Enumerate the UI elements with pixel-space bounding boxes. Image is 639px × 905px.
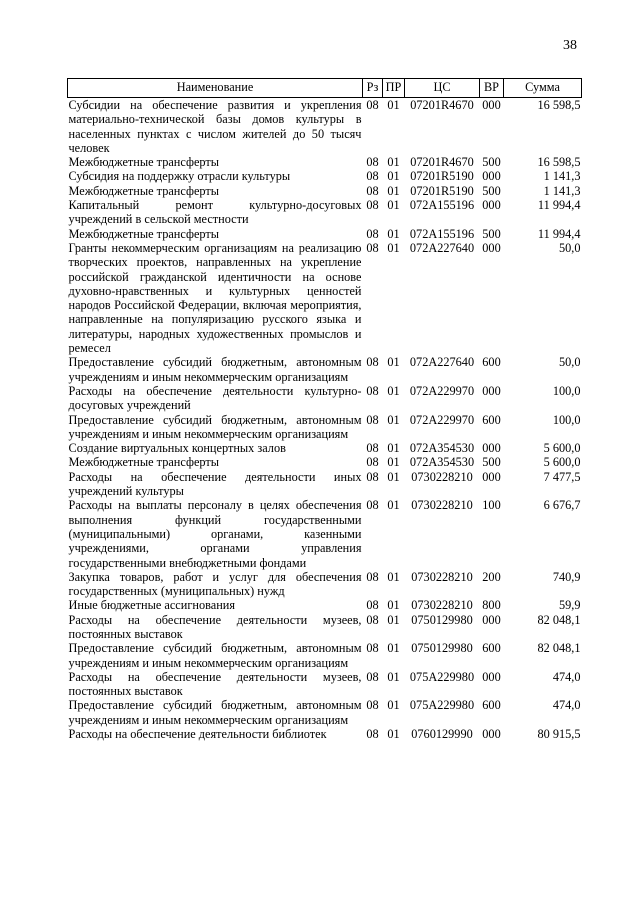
row-cs: 07201R5190 (410, 169, 474, 184)
table-row (68, 570, 582, 599)
row-name: Предоставление субсидий бюджетным, автономным учреждениям и иным некоммерческим организациям (68, 641, 362, 670)
row-pr: 01 (387, 569, 400, 584)
header-name: Наименование (68, 79, 363, 98)
header-amount: Сумма (504, 79, 582, 98)
row-vr: 500 (482, 226, 501, 241)
table-row (68, 155, 582, 169)
row-rz: 08 (366, 641, 379, 656)
row-cs: 0760129990 (411, 727, 473, 742)
page-number: 38 (563, 38, 577, 53)
row-cs: 072A354530 (409, 455, 475, 470)
row-rz: 08 (366, 498, 379, 513)
row-rz: 08 (366, 569, 379, 584)
row-cs: 072A155196 (409, 226, 475, 241)
row-name: Предоставление субсидий бюджетным, автономным учреждениям и иным некоммерческим организациям (68, 412, 362, 441)
row-vr: 000 (482, 383, 501, 398)
row-vr: 000 (482, 669, 501, 684)
row-pr: 01 (387, 727, 400, 742)
row-pr: 01 (387, 455, 400, 470)
row-rz: 08 (366, 183, 379, 198)
row-vr: 500 (482, 455, 501, 470)
row-name: Расходы на обеспечение деятельности музеев, постоянных выставок (68, 669, 362, 699)
row-amount: 6 676,7 (543, 498, 581, 513)
table-row (68, 727, 582, 741)
table-row (68, 670, 582, 699)
row-vr: 000 (482, 441, 501, 456)
row-cs: 072A155196 (409, 198, 475, 213)
row-vr: 500 (482, 155, 501, 170)
row-pr: 01 (387, 412, 400, 427)
row-vr: 000 (482, 240, 501, 255)
row-amount: 1 141,3 (543, 169, 581, 184)
row-name: Расходы на выплаты персоналу в целях обеспечения выполнения функций государственными (муниципальными) органами, казенными учреждениями, органами управления государственными внебюджетными фондами (68, 498, 362, 570)
row-amount: 5 600,0 (543, 455, 581, 470)
row-pr: 01 (387, 441, 400, 456)
row-amount: 7 477,5 (543, 469, 581, 484)
row-pr: 01 (387, 698, 400, 713)
row-pr: 01 (387, 383, 400, 398)
row-cs: 07201R4670 (410, 155, 474, 170)
table-row (68, 355, 582, 384)
row-vr: 000 (482, 727, 501, 742)
row-vr: 000 (482, 169, 501, 184)
row-rz: 08 (366, 612, 379, 627)
row-vr: 800 (482, 598, 501, 613)
row-name: Межбюджетные трансферты (68, 155, 220, 170)
table-row (68, 613, 582, 642)
row-cs: 0750129980 (411, 612, 473, 627)
row-rz: 08 (366, 598, 379, 613)
row-name: Межбюджетные трансферты (68, 183, 220, 198)
row-rz: 08 (366, 226, 379, 241)
table-row (68, 413, 582, 442)
row-name: Субсидия на поддержку отрасли культуры (68, 169, 291, 184)
row-pr: 01 (387, 641, 400, 656)
row-pr: 01 (387, 183, 400, 198)
row-vr: 000 (482, 469, 501, 484)
header-rz: Рз (363, 79, 383, 98)
header-cs: ЦС (405, 79, 480, 98)
row-pr: 01 (387, 198, 400, 213)
row-cs: 072A229970 (409, 383, 475, 398)
row-name: Капитальный ремонт культурно-досуговых учреждений в сельской местности (68, 198, 362, 227)
row-cs: 072A354530 (409, 441, 475, 456)
row-rz: 08 (366, 412, 379, 427)
row-cs: 0730228210 (411, 469, 473, 484)
table-row (68, 441, 582, 455)
row-vr: 000 (482, 98, 501, 112)
row-pr: 01 (387, 169, 400, 184)
row-vr: 000 (482, 612, 501, 627)
row-cs: 075A229980 (409, 669, 475, 684)
row-amount: 100,0 (552, 383, 581, 398)
table-row (68, 470, 582, 499)
row-cs: 072A227640 (409, 240, 475, 255)
table-row (68, 384, 582, 413)
row-name: Расходы на обеспечение деятельности культурно-досуговых учреждений (68, 383, 362, 413)
row-name: Расходы на обеспечение деятельности библиотек (68, 727, 327, 742)
row-cs: 07201R5190 (410, 183, 474, 198)
row-pr: 01 (387, 155, 400, 170)
row-pr: 01 (387, 498, 400, 513)
row-cs: 072A229970 (409, 412, 475, 427)
table-row (68, 455, 582, 469)
row-rz: 08 (366, 669, 379, 684)
row-amount: 16 598,5 (537, 155, 581, 170)
row-rz: 08 (366, 469, 379, 484)
row-rz: 08 (366, 155, 379, 170)
row-amount: 1 141,3 (543, 183, 581, 198)
row-name: Предоставление субсидий бюджетным, автономным учреждениям и иным некоммерческим организациям (68, 355, 362, 384)
table-row (68, 641, 582, 670)
row-amount: 100,0 (552, 412, 581, 427)
header-vr: ВР (480, 79, 504, 98)
row-amount: 82 048,1 (537, 612, 581, 627)
row-name: Межбюджетные трансферты (68, 226, 220, 241)
row-rz: 08 (366, 727, 379, 742)
row-rz: 08 (366, 240, 379, 255)
row-amount: 82 048,1 (537, 641, 581, 656)
row-name: Закупка товаров, работ и услуг для обеспечения государственных (муниципальных) нужд (68, 569, 362, 599)
row-amount: 50,0 (558, 240, 581, 255)
row-name: Иные бюджетные ассигнования (68, 598, 236, 613)
row-pr: 01 (387, 598, 400, 613)
row-name: Межбюджетные трансферты (68, 455, 220, 470)
row-rz: 08 (366, 198, 379, 213)
row-rz: 08 (366, 98, 379, 112)
row-name: Расходы на обеспечение деятельности иных учреждений культуры (68, 469, 362, 499)
row-amount: 11 994,4 (537, 226, 581, 241)
row-name: Создание виртуальных концертных залов (68, 441, 286, 456)
row-name: Гранты некоммерческим организациям на реализацию творческих проектов, направленных на укрепление российской гражданской идентичности на основе духовно-нравственных и культурных ценностей народов Российской Федерации, включая мероприятия, направленные на популяризацию русского языка и литературы, народных художественных промыслов и ремесел (68, 240, 362, 356)
row-vr: 600 (482, 412, 501, 427)
table-row (68, 698, 582, 727)
table-row (68, 241, 582, 355)
row-amount: 474,0 (552, 669, 581, 684)
row-amount: 80 915,5 (537, 727, 581, 742)
row-rz: 08 (366, 169, 379, 184)
row-pr: 01 (387, 226, 400, 241)
row-name: Субсидии на обеспечение развития и укрепления материально-технической базы домов культуры в населенных пунктах с числом жителей до 50 тысяч человек (68, 98, 362, 155)
row-cs: 072A227640 (409, 355, 475, 370)
row-amount: 16 598,5 (537, 98, 581, 112)
row-amount: 740,9 (552, 569, 581, 584)
table-body (68, 98, 582, 742)
row-pr: 01 (387, 240, 400, 255)
table-row (68, 169, 582, 183)
row-pr: 01 (387, 669, 400, 684)
row-cs: 0730228210 (411, 598, 473, 613)
row-amount: 474,0 (552, 698, 581, 713)
table-row (68, 198, 582, 227)
header-pr: ПР (383, 79, 405, 98)
row-pr: 01 (387, 98, 400, 112)
row-vr: 200 (482, 569, 501, 584)
row-rz: 08 (366, 383, 379, 398)
row-vr: 600 (482, 355, 501, 370)
table-row (68, 184, 582, 198)
row-amount: 5 600,0 (543, 441, 581, 456)
table-row (68, 227, 582, 241)
row-pr: 01 (387, 355, 400, 370)
row-vr: 100 (482, 498, 501, 513)
table-row (68, 98, 582, 156)
table-header-row (68, 79, 582, 98)
row-vr: 000 (482, 198, 501, 213)
table-row (68, 498, 582, 569)
row-amount: 50,0 (558, 355, 581, 370)
row-rz: 08 (366, 698, 379, 713)
row-name: Расходы на обеспечение деятельности музеев, постоянных выставок (68, 612, 362, 641)
row-cs: 0730228210 (411, 498, 473, 513)
row-name: Предоставление субсидий бюджетным, автономным учреждениям и иным некоммерческим организациям (68, 698, 362, 727)
budget-table (67, 78, 582, 741)
row-vr: 600 (482, 698, 501, 713)
row-amount: 59,9 (558, 598, 581, 613)
row-cs: 075A229980 (409, 698, 475, 713)
row-cs: 07201R4670 (410, 98, 474, 112)
row-cs: 0750129980 (411, 641, 473, 656)
row-cs: 0730228210 (411, 569, 473, 584)
row-vr: 500 (482, 183, 501, 198)
row-amount: 11 994,4 (537, 198, 581, 213)
row-vr: 600 (482, 641, 501, 656)
table-row (68, 598, 582, 612)
row-pr: 01 (387, 469, 400, 484)
row-rz: 08 (366, 441, 379, 456)
row-rz: 08 (366, 355, 379, 370)
row-pr: 01 (387, 612, 400, 627)
row-rz: 08 (366, 455, 379, 470)
